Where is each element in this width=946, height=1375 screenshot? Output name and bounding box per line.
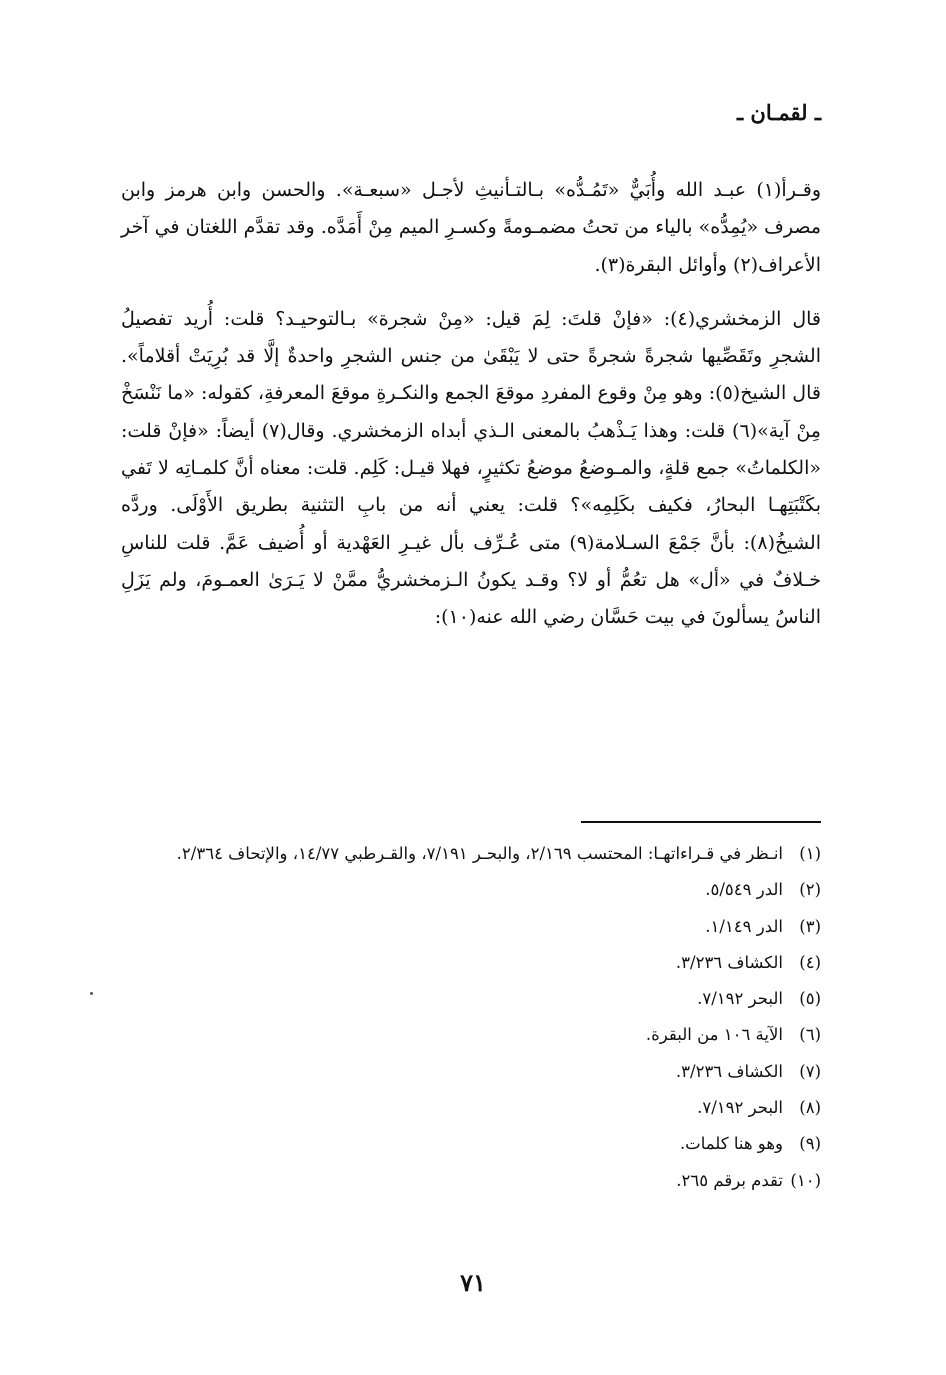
footnote-number: (٦) bbox=[799, 1025, 821, 1045]
footnote-item bbox=[121, 1054, 821, 1090]
margin-speck bbox=[90, 992, 93, 995]
footnote-number: (٥) bbox=[799, 989, 821, 1009]
footnote-number: (٣) bbox=[799, 916, 821, 936]
footnote-text: الدر ٥/٥٤٩. bbox=[705, 880, 783, 900]
footnote-item bbox=[121, 1126, 821, 1162]
footnote-number: (٨) bbox=[799, 1098, 821, 1118]
footnote-item bbox=[121, 981, 821, 1017]
footnote-item bbox=[121, 1090, 821, 1126]
footnote-item bbox=[121, 1163, 821, 1199]
footnote-text: البحر ٧/١٩٢. bbox=[697, 1098, 783, 1118]
footnote-item bbox=[121, 945, 821, 981]
footnote-number: (٧) bbox=[799, 1061, 821, 1081]
footnote-text: الدر ١/١٤٩. bbox=[705, 916, 783, 936]
footnote-text: انـظر في قـراءاتهـا: المحتسب ٢/١٦٩، والبحـر ٧/١٩١، والقـرطبي ١٤/٧٧، والإتحاف ٢/٣٦٤. bbox=[176, 844, 783, 863]
footnote-text: الكشاف ٣/٢٣٦. bbox=[675, 1061, 783, 1081]
footnote-number: (١٠) bbox=[790, 1170, 821, 1190]
footnote-number: (٤) bbox=[799, 952, 821, 972]
footnote-separator bbox=[581, 821, 821, 823]
footnote-item bbox=[121, 872, 821, 908]
footnote-item bbox=[121, 1017, 821, 1053]
footnotes bbox=[121, 836, 821, 1199]
footnote-item bbox=[121, 836, 821, 872]
footnote-text: تقدم برقم ٢٦٥. bbox=[676, 1170, 783, 1190]
running-header: ـ لقمـان ـ bbox=[736, 100, 821, 125]
footnote-text: البحر ٧/١٩٢. bbox=[697, 989, 783, 1009]
paragraph-1: وقـرأ(١) عبـد الله وأُبَيٌّ «تَمُـدُّه» بـالتـأنيثِ لأجـل «سبعـة». والحسن وابن هرمز وابن مصرف «يُمِدُّه» بالياء من تحتُ مضمـومةً وكسـرِ الميم مِنْ أَمَدَّه. وقد تقدَّم اللغتان في آخر الأعراف(٢) وأوائل البقرة(٣). bbox=[121, 179, 821, 276]
footnote-number: (١) bbox=[799, 844, 821, 863]
main-text bbox=[121, 172, 821, 637]
footnote-number: (٢) bbox=[799, 880, 821, 900]
footnote-number: (٩) bbox=[799, 1134, 821, 1154]
paragraph-2: قال الزمخشري(٤): «فإنْ قلتَ: لِمَ قيل: «مِنْ شجرة» بـالتوحيـد؟ قلت: أُريد تفصيلُ الشجرِ وتَقَصِّيها شجرةً شجرةً حتى لا يَبْقَىٰ من جنس الشجرِ واحدةٌ إلَّا قد بُرِيَتْ أقلاماً». قال الشيخ(٥): وهو مِنْ وقوع المفردِ موقعَ الجمع والنكـرةِ موقعَ المعرفةِ، كقوله: «ما نَنْسَخْ مِنْ آية»(٦) قلت: وهذا يَـذْهبُ بالمعنى الـذي أبداه الزمخشري. وقال(٧) أيضاً: «فإنْ قلت: «الكلماتُ» جمع قلةٍ، والمـوضعُ موضعُ تكثيرٍ، فهلا قيـل: كَلِم. قلت: معناه أنَّ كلمـاتِه لا تَفي بكَتْبَتِهـا البحارُ، فكيف بكَلِمِه»؟ قلت: يعني أنه من بابِ التثنية بطريق الأَوْلَى. وردَّه الشيخُ(٨): بأنَّ جَمْعَ السـلامة(٩) متى عُـرِّف بأل غيـرِ العَهْدية أو أُضيف عَمَّ. قلت للناسِ خـلافٌ في «أل» هل تعُمُّ أو لا؟ وقـد يكونُ الـزمخشريُّ ممَّنْ لا يَـرَىٰ العمـومَ، ولم يَزَلِ الناسُ يسألونَ في بيت حَسَّان رضي الله عنه(١٠): bbox=[121, 307, 821, 629]
footnote-text: وهو هنا كلمات. bbox=[679, 1134, 783, 1154]
footnote-text: الكشاف ٣/٢٣٦. bbox=[675, 952, 783, 972]
footnote-item bbox=[121, 909, 821, 945]
footnote-text: الآية ١٠٦ من البقرة. bbox=[645, 1025, 783, 1045]
page-number: ٧١ bbox=[460, 1268, 486, 1297]
